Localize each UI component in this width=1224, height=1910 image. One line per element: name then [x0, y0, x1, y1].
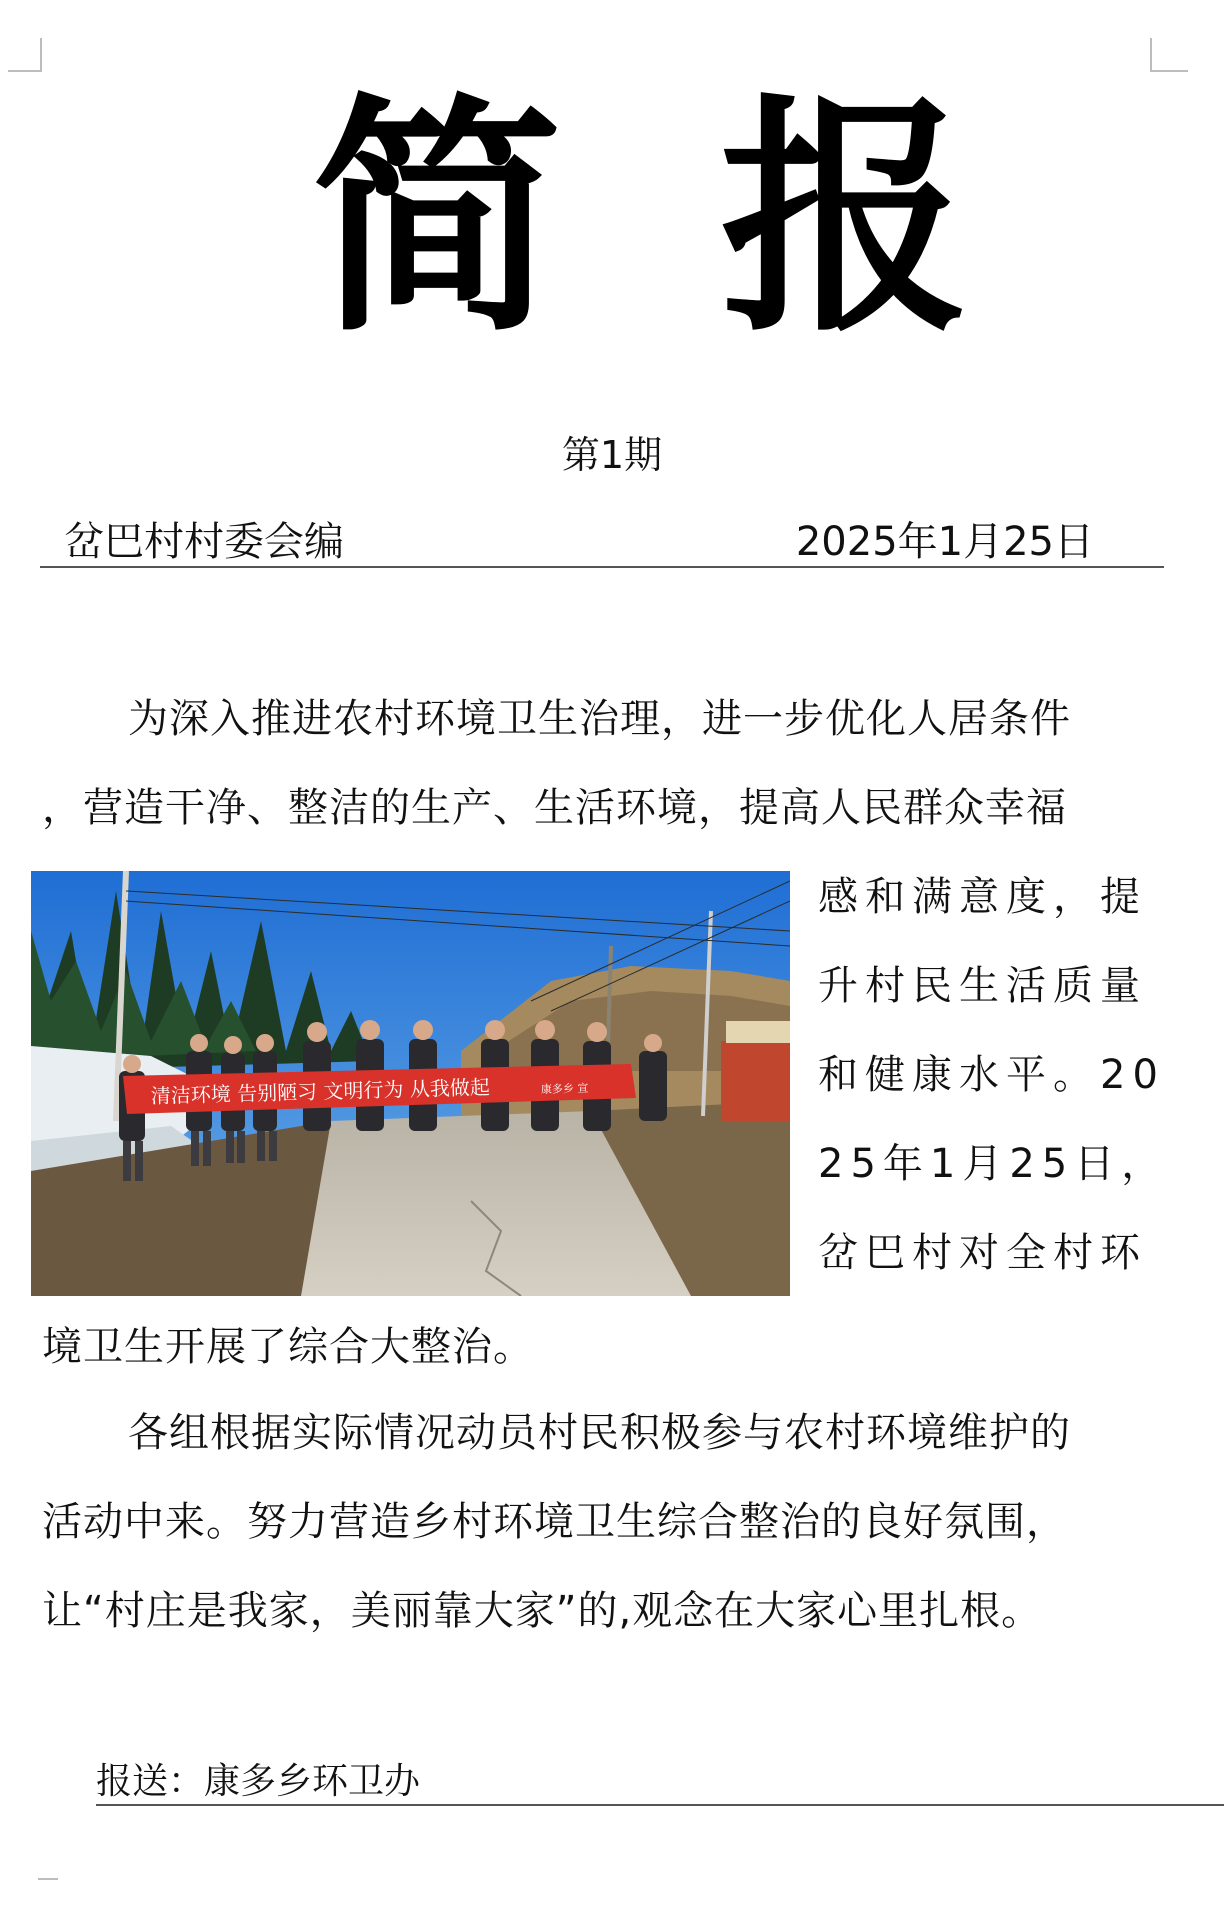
paragraph2-line3: 让“村庄是我家，美丽靠大家”的,观念在大家心里扎根。: [42, 1588, 1043, 1634]
document-title: [0, 70, 1224, 370]
editor-label: 岔巴村村委会编: [64, 519, 344, 565]
crop-mark-bottom-left: [38, 1878, 58, 1882]
paragraph1-side-line-5: 岔巴村对全村环: [818, 1230, 1147, 1276]
paragraph1-side-line-4: 25年1月25日，: [818, 1141, 1169, 1187]
paragraph1-side-line-1: 感和满意度，提: [818, 874, 1147, 920]
report-to: 报送：康多乡环卫办: [96, 1760, 1224, 1806]
paragraph1-line2: ，营造干净、整洁的生产、生活环境，提高人民群众幸福: [42, 785, 1067, 831]
paragraph1-line1: 为深入推进农村环境卫生治理，进一步优化人居条件: [128, 696, 1071, 742]
paragraph1-side-line-2: 升村民生活质量: [818, 963, 1147, 1009]
title-char-1: 简: [312, 74, 562, 365]
photo-banner-text: 清洁环境 告别陋习 文明行为 从我做起: [150, 1075, 491, 1108]
date-label: 2025年1月25日: [795, 519, 1094, 565]
paragraph1-line-after: 境卫生开展了综合大整治。: [42, 1324, 534, 1370]
paragraph2-line1: 各组根据实际情况动员村民积极参与农村环境维护的: [128, 1410, 1071, 1456]
photo-banner-sub: 康多乡 宣: [540, 1081, 589, 1096]
title-char-2: 报: [720, 74, 970, 365]
issue-number: 第1期: [561, 433, 663, 477]
crop-mark-top-left: [8, 38, 42, 72]
paragraph1-side-line-3: 和健康水平。20: [818, 1052, 1165, 1098]
meta-row: [40, 518, 1164, 568]
paragraph2-line2: 活动中来。努力营造乡村环境卫生综合整治的良好氛围，: [42, 1499, 1067, 1545]
crop-mark-top-right: [1150, 38, 1188, 72]
village-cleanup-photo: [31, 871, 790, 1296]
